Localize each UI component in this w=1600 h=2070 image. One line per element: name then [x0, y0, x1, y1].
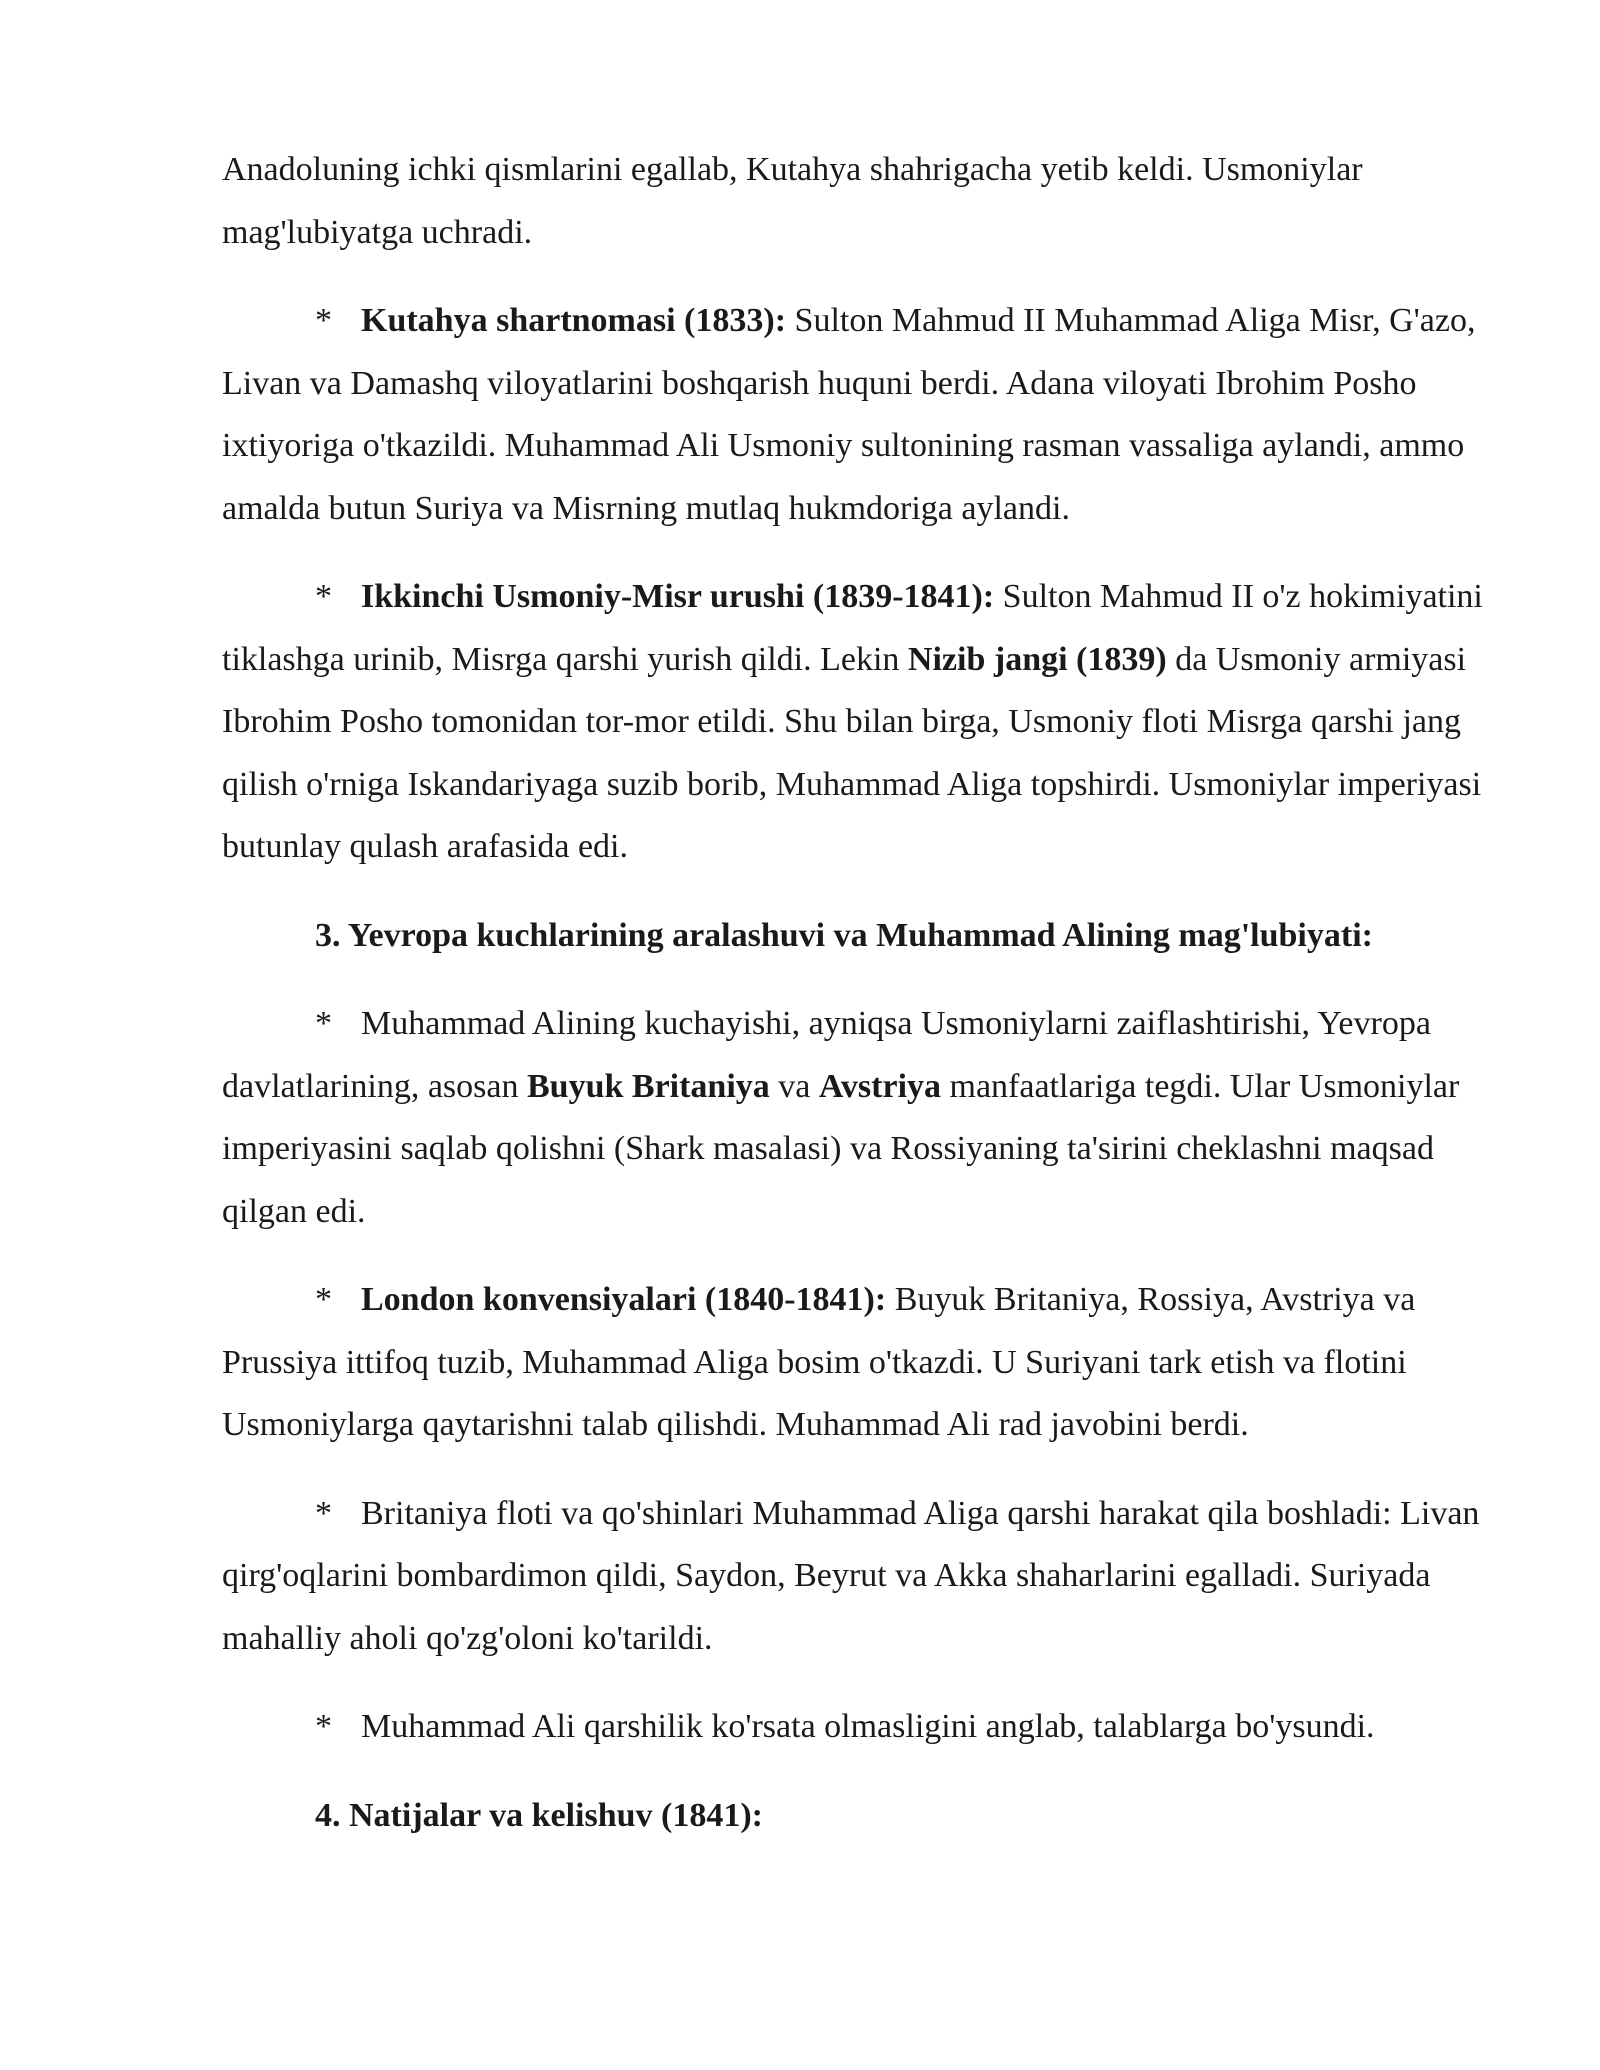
- bullet-british-fleet: [222, 1483, 1490, 1671]
- bullet-bold-lead: Kutahya shartnomasi (1833):: [361, 302, 787, 339]
- bullet-london-conventions: [222, 1269, 1490, 1457]
- bullet-text: Muhammad Ali qarshilik ko'rsata olmasligini anglab, talablarga bo'ysundi.: [361, 1708, 1375, 1745]
- bullet-text: Muhammad Alining kuchayishi, ayniqsa Usmoniylarni zaiflashtirishi, Yevropa davlatlarining, asosan: [222, 1005, 1431, 1105]
- bullet-marker: *: [315, 1005, 332, 1042]
- bullet-text: Buyuk Britaniya, Rossiya, Avstriya va Prussiya ittifoq tuzib, Muhammad Aliga bosim o'tkazdi. U Suriyani tark etish va flotini Usmoniylarga qaytarishni talab qilishdi. Muhammad Ali rad javobini berdi.: [222, 1281, 1416, 1443]
- bullet-marker: *: [315, 1281, 332, 1318]
- section-heading-4: 4. Natijalar va kelishuv (1841):: [315, 1796, 763, 1834]
- bullet-text: da Usmoniy armiyasi Ibrohim Posho tomonidan tor-mor etildi. Shu bilan birga, Usmoniy floti Misrga qarshi jang qilish o'rniga Iskandariyaga suzib borib, Muhammad Aliga topshirdi. Usmoniylar imperiyasi butunlay qulash arafasida edi.: [222, 640, 1482, 865]
- bullet-bold-inline: Avstriya: [818, 1067, 942, 1105]
- document-body: [222, 139, 1490, 1847]
- bullet-marker: *: [315, 1708, 332, 1745]
- bullet-text: Sulton Mahmud II Muhammad Aliga Misr, G'azo, Livan va Damashq viloyatlarini boshqarish huquni berdi. Adana viloyati Ibrohim Posho ixtiyoriga o'tkazildi. Muhammad Ali Usmoniy sultonining rasman vassaliga aylandi, ammo amalda butun Suriya va Misrning mutlaq hukmdoriga aylandi.: [222, 302, 1476, 527]
- section-heading-3: 3. Yevropa kuchlarining aralashuvi va Muhammad Alining mag'lubiyati:: [315, 916, 1373, 954]
- bullet-kutahya-treaty: [222, 290, 1490, 540]
- bullet-bold-lead: London konvensiyalari (1840-1841):: [361, 1281, 887, 1318]
- bullet-text: va: [769, 1067, 819, 1105]
- bullet-second-war: [222, 566, 1490, 879]
- bullet-text: Britaniya floti va qo'shinlari Muhammad Aliga qarshi harakat qila boshladi: Livan qirg'oqlarini bombardimon qildi, Saydon, Beyrut va Akka shaharlarini egalladi. Suriyada mahalliy aholi qo'zg'oloni ko'tarildi.: [222, 1494, 1480, 1657]
- bullet-european-interests: [222, 993, 1490, 1243]
- bullet-bold-inline: Nizib jangi (1839): [907, 640, 1167, 678]
- bullet-marker: *: [315, 1494, 332, 1532]
- bullet-text: Sulton Mahmud II o'z hokimiyatini tiklashga urinib, Misrga qarshi yurish qildi. Lekin: [222, 578, 1483, 678]
- bullet-text: manfaatlariga tegdi. Ular Usmoniylar imperiyasini saqlab qolishni (Shark masalasi) va Rossiyaning ta'sirini cheklashni maqsad qilgan edi.: [222, 1067, 1460, 1230]
- bullet-bold-lead: Ikkinchi Usmoniy-Misr urushi (1839-1841):: [361, 578, 995, 615]
- bullet-marker: *: [315, 578, 332, 615]
- paragraph-continuation: [222, 139, 1490, 264]
- bullet-bold-inline: Buyuk Britaniya: [526, 1067, 770, 1105]
- bullet-marker: *: [315, 302, 332, 339]
- bullet-submission: [222, 1696, 1490, 1759]
- paragraph-text: Anadoluning ichki qismlarini egallab, Kutahya shahrigacha yetib keldi. Usmoniylar mag'lubiyatga uchradi.: [222, 151, 1363, 251]
